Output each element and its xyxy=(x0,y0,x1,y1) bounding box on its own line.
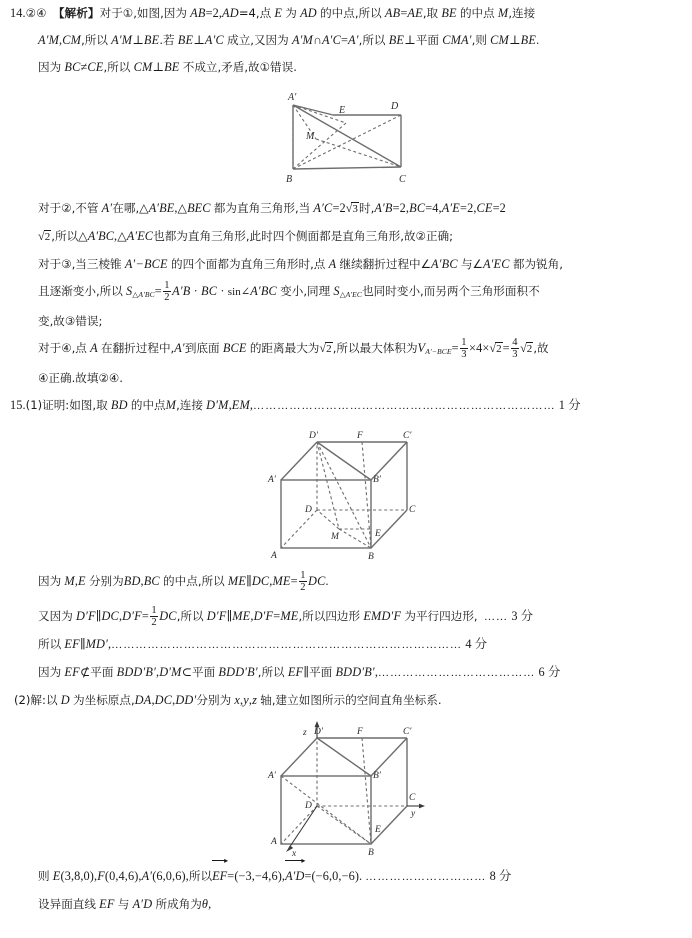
p14-l2-a: ,所以 xyxy=(81,33,108,47)
p15-l5-par: ∥ xyxy=(303,665,310,680)
p14-S1: S xyxy=(126,284,133,298)
p15-l5-f: , xyxy=(374,665,379,680)
p14-p2-eq: =2 xyxy=(332,201,346,215)
fig3-label-y: y xyxy=(410,809,415,820)
p14-perp3: ⊥ xyxy=(404,33,416,47)
p14-l2-g: . xyxy=(536,33,540,47)
p15-l5-dm: D′M xyxy=(159,665,182,680)
p15-l6-dc: DC xyxy=(154,693,173,708)
p15-l3-dc2: DC xyxy=(159,609,177,624)
fig2-label-B-prime: B′ xyxy=(372,475,381,486)
problem-15-number: 15. xyxy=(10,398,26,413)
p14-sqrt2-a: √2 xyxy=(38,229,51,243)
p14-l2-b: .若 xyxy=(159,33,175,47)
p15-l5-ef2: EF xyxy=(287,665,304,680)
p15-l2-m: M xyxy=(64,574,75,589)
p14-perp5: ⊥ xyxy=(152,60,165,74)
p14-p2-bc: BC xyxy=(409,201,426,215)
p14-ad: AD xyxy=(222,6,239,20)
p15-l5-a: 因为 xyxy=(38,665,62,680)
p14-l1-e2: 的中点 xyxy=(459,6,495,20)
p15-l5-score: 6 分 xyxy=(538,665,561,680)
p15-em: EM xyxy=(231,398,250,413)
p15-l6-c1: , xyxy=(151,693,155,708)
p14-S2-sub: △A′EC xyxy=(339,290,363,300)
p14-perp2: ⊥ xyxy=(193,33,205,47)
p14-p3-A: A xyxy=(328,257,337,271)
p14-p3-abc2: A′BC xyxy=(250,284,277,298)
p15-l5-dots: ………………………………… xyxy=(378,667,536,680)
p14-be5: BE xyxy=(520,33,537,47)
p14-dot2: · xyxy=(220,284,225,298)
p14-p3-h: 也同时变小,而另两个三角形面积不 xyxy=(362,284,540,298)
p15-l8-c: 所成角为 xyxy=(155,897,202,912)
p14-p3-abce: A′−BCE xyxy=(124,257,168,271)
fig3-label-C: C xyxy=(408,793,415,804)
p14-eq4: = xyxy=(340,33,349,47)
p14-ne: ≠ xyxy=(80,60,88,74)
fig3-label-C-prime: C′ xyxy=(402,727,411,738)
p15-l8-a: 设异面直线 xyxy=(38,897,96,912)
fig3-label-D-prime: D′ xyxy=(313,727,323,738)
p14-sqrt2-d: √2 xyxy=(520,341,533,356)
p15-l2-d: . xyxy=(325,574,329,589)
p15-l7-b: 所以 xyxy=(188,869,213,884)
p15-l6-c2: , xyxy=(172,693,176,708)
p15-l4-md: MD′ xyxy=(85,637,109,652)
problem-14-para-3-line-3 xyxy=(0,308,692,335)
p14-p3-g: 变小,同理 xyxy=(280,284,331,298)
p15-l5-c: 平面 xyxy=(192,665,216,680)
problem-14-line-2 xyxy=(0,27,692,54)
problem-14-para-4-line-1 xyxy=(0,335,692,365)
p15-l2-b: 分别为 xyxy=(88,574,124,589)
p15-l7-EFv: =(−3,−4,6), xyxy=(227,869,286,884)
p15-l6-dd: DD′ xyxy=(175,693,197,708)
p15-l6-d2: 轴,建立如图所示的空间直角坐标系. xyxy=(260,693,442,708)
p14-l1-d: ,取 xyxy=(422,6,439,20)
p15-l8-d: , xyxy=(208,897,212,912)
p15-l7-ADv: =(−6,0,−6). xyxy=(304,869,363,884)
figure-1-folded-quadrilateral xyxy=(271,87,421,187)
p15-l2-c1: , xyxy=(140,574,144,589)
p15-l5-e: 平面 xyxy=(309,665,333,680)
p14-p2-b: 在哪, xyxy=(112,201,140,215)
p14-p3-eq: = xyxy=(154,284,162,298)
p14-l3-b: ,所以 xyxy=(103,60,131,74)
p14-p2-d: 时, xyxy=(359,201,375,215)
p14-p2-ap: A′ xyxy=(101,201,113,215)
p15-l6-c: 分别为 xyxy=(196,693,232,708)
p15-l4-ef: EF xyxy=(64,637,80,652)
p14-p3-abc: A′BC xyxy=(431,257,458,271)
p14-p2-ce: CE xyxy=(476,201,493,215)
p15-l2-me: ME xyxy=(227,574,247,589)
p15-l7-dots: ………………………… xyxy=(365,871,487,884)
p15-l7-Ev: (3,8,0), xyxy=(60,869,98,884)
problem-15-part2-line-2 xyxy=(0,855,692,891)
p14-ab: AB xyxy=(190,6,206,20)
fig2-label-A: A xyxy=(270,551,277,562)
problem-14-para-2-line-1 xyxy=(0,195,692,223)
p15-l1-score: 1 分 xyxy=(558,398,581,413)
p14-bc: BC xyxy=(64,60,81,74)
p15-frac-half-2: $\frac{1}{2}$ xyxy=(151,605,157,629)
p14-l2-f: ,则 xyxy=(471,33,487,47)
p15-l3-c: ,所以四边形 xyxy=(298,609,361,624)
problem-14-answer: ②④ xyxy=(25,6,47,20)
p14-sqrt2-c: √2 xyxy=(489,341,502,356)
p15-l2-e: E xyxy=(78,574,86,589)
p15-l5-d: ,所以 xyxy=(257,665,285,680)
problem-14-para-3-line-2 xyxy=(0,278,692,308)
p15-l3-c1: , xyxy=(118,609,123,624)
problem-14-para-3-line-1 xyxy=(0,251,692,278)
p14-eq2: =4,点 xyxy=(238,6,272,20)
p14-p4-a: 对于④,点 xyxy=(38,341,87,356)
p14-tri-2: △BEC xyxy=(177,201,211,215)
figure-1-container xyxy=(0,87,692,187)
p14-p2-c2: , xyxy=(114,229,118,243)
p14-p4-d: 的距离最大为 xyxy=(249,341,320,356)
fig2-label-D-prime: D′ xyxy=(308,431,318,442)
p15-l8-ad: A′D xyxy=(132,897,153,912)
y-axis-arrow xyxy=(419,804,425,809)
p14-p3-c: 继续翻折过程中∠ xyxy=(339,257,432,271)
p15-l8-ef: EF xyxy=(99,897,115,912)
p14-dot1: · xyxy=(193,284,198,298)
p14-p4-eq2: = xyxy=(502,341,510,356)
p14-p3-aec: A′EC xyxy=(482,257,510,271)
fig2-label-A-prime: A′ xyxy=(267,475,276,486)
p15-l1-c: ,连接 xyxy=(176,398,203,413)
p15-l3-me: ME xyxy=(232,609,251,624)
p14-m: M xyxy=(497,6,509,20)
problem-15-part1-line-4 xyxy=(0,631,692,659)
p15-l6-c3: , xyxy=(240,693,244,708)
p15-l2-eq: = xyxy=(290,574,298,589)
p15-l2-me2: ME xyxy=(272,574,291,589)
p15-l3-b: ,所以 xyxy=(176,609,204,624)
p15-l7-Ap: A′ xyxy=(141,869,153,884)
p15-l3-df4: D′F xyxy=(253,609,274,624)
p14-p4-f: ,故 xyxy=(533,341,549,356)
p15-l6-c4: , xyxy=(248,693,253,708)
p14-be4: BE xyxy=(388,33,405,47)
p15-l6-da: DA xyxy=(134,693,152,708)
p14-ce: CE xyxy=(87,60,104,74)
p14-cm3: CM xyxy=(133,60,153,74)
p14-l1-c: 的中点,所以 xyxy=(320,6,382,20)
fig2-label-M: M xyxy=(330,532,339,543)
p14-frac-half: $\frac{1}{2}$ xyxy=(164,280,170,304)
p15-l6-a: 以 xyxy=(45,693,58,708)
p15-l4-dots: …………………………………………………………………………… xyxy=(111,639,463,652)
p15-l5-bddb2: BDD′B′ xyxy=(218,665,258,680)
p15-l4-par: ∥ xyxy=(79,637,86,652)
p14-p3-e: 都为锐角, xyxy=(512,257,563,271)
p14-ap: A′ xyxy=(348,33,359,47)
p15-l4-a: 所以 xyxy=(38,637,62,652)
p15-l3-dots: …… xyxy=(483,611,509,624)
p15-l3-par2: ∥ xyxy=(226,609,233,624)
p14-S1-sub: △A′BC xyxy=(132,290,155,300)
fig3-label-A: A xyxy=(270,837,277,848)
problem-15-part2-line-1 xyxy=(0,687,692,714)
fig3-label-D: D xyxy=(304,801,312,812)
p15-l3-me2: ME xyxy=(280,609,299,624)
p15-l5-bddb: BDD′B′ xyxy=(116,665,156,680)
p14-be: BE xyxy=(441,6,457,20)
p15-l7-E: E xyxy=(52,869,61,884)
p14-p4-bce: BCE xyxy=(222,341,247,356)
p15-l2-bd: BD xyxy=(123,574,141,589)
p15-l1-c1: , xyxy=(228,398,232,413)
p15-l8-theta: θ xyxy=(201,897,209,912)
p14-p2-ae: A′E xyxy=(441,201,461,215)
p15-l3-eq2: = xyxy=(273,609,281,624)
p14-e: E xyxy=(274,6,283,20)
p14-frac-four-thirds: $\frac{4}{3}$ xyxy=(512,337,518,361)
p14-l2-c: 成立,又因为 xyxy=(227,33,289,47)
p15-l2-dc: DC xyxy=(251,574,270,589)
p15-l3-a: 又因为 xyxy=(38,609,73,624)
analysis-label: 【解析】 xyxy=(52,6,100,20)
problem-14-line-3 xyxy=(0,54,692,81)
p15-l7-score: 8 分 xyxy=(489,869,512,884)
fig3-label-E: E xyxy=(374,825,381,836)
fig3-label-F: F xyxy=(356,727,363,738)
p14-p2-c1: , xyxy=(174,201,178,215)
p15-l2-bc: BC xyxy=(143,574,160,589)
p14-am2: A′M xyxy=(111,33,133,47)
p14-l3-a: 因为 xyxy=(38,60,62,74)
fig3-label-B: B xyxy=(367,848,374,859)
problem-14-line-1 xyxy=(0,0,692,27)
p15-l7-a: 则 xyxy=(38,869,50,884)
p15-l2-c0: , xyxy=(74,574,79,589)
fig2-label-F: F xyxy=(356,431,363,442)
p14-p4-e: ,所以最大体积为 xyxy=(332,341,418,356)
p14-p2-f: 也都为直角三角形,此时四个侧面都是直角三角形,故②正确; xyxy=(153,229,454,243)
p15-l3-eq: = xyxy=(141,609,149,624)
fig3-label-B-prime: B′ xyxy=(372,771,381,782)
p14-l3-c: 不成立,矛盾,故①错误. xyxy=(182,60,297,74)
p14-ad2: AD xyxy=(300,6,317,20)
problem-14-number: 14. xyxy=(10,6,26,20)
p14-S2: S xyxy=(333,284,340,298)
p14-be6: BE xyxy=(164,60,180,74)
fig1-label-B: B xyxy=(286,174,293,185)
p15-l6-b: 为坐标原点, xyxy=(73,693,135,708)
p15-l7-Apv: (6,0,6), xyxy=(152,869,189,884)
p15-l3-df2: D′F xyxy=(122,609,142,624)
p15-l5-notin: ⊄ xyxy=(79,665,91,680)
p14-cma: CMA′ xyxy=(442,33,472,47)
p14-p4-b: 在翻折过程中, xyxy=(100,341,175,356)
fig2-label-E: E xyxy=(374,529,381,540)
p15-l4-b: , xyxy=(108,637,112,652)
p15-l5-c1: , xyxy=(156,665,160,680)
p14-sqrt2-b: √2 xyxy=(319,341,332,356)
p14-am: A′M xyxy=(38,33,60,47)
problem-15-part1-line-2 xyxy=(0,568,692,595)
p15-l6-d: D xyxy=(60,693,70,708)
p14-tri-3: △A′BC xyxy=(78,229,115,243)
p14-tri-4: △A′EC xyxy=(117,229,154,243)
p14-V-sub: A′−BCE xyxy=(425,347,452,357)
p14-l1-b: 为 xyxy=(285,6,297,20)
p14-l2-d: ,所以 xyxy=(358,33,386,47)
problem-15-part1-line-5 xyxy=(0,659,692,687)
p14-l2-e: 平面 xyxy=(415,33,440,47)
p14-cm2: CM xyxy=(490,33,509,47)
p14-ae: AE xyxy=(407,6,423,20)
p15-l2-dc2: DC xyxy=(308,574,326,589)
p14-p3-ab: A′B xyxy=(172,284,191,298)
p14-p2-eq5: =2 xyxy=(492,201,506,215)
p15-vector-EF: EF ▸ xyxy=(212,863,227,890)
p15-l5-ef: EF xyxy=(64,665,80,680)
p14-ac2: A′C xyxy=(321,33,341,47)
p14-sqrt3: √3 xyxy=(345,201,359,215)
p15-l7-F: F xyxy=(97,869,105,884)
problem-15-part2-line-3 xyxy=(0,891,692,918)
p14-c1: , xyxy=(59,33,63,47)
p14-p2-c: 都为直角三角形,当 xyxy=(213,201,311,215)
p15-l2-c2: , xyxy=(269,574,273,589)
p14-tri-1: △A′BE xyxy=(139,201,175,215)
p15-l6-x: x xyxy=(234,693,241,708)
p15-l4-score: 4 分 xyxy=(465,637,488,652)
p14-perp1: ⊥ xyxy=(132,33,144,47)
p15-l5-bddb3: BDD′B′ xyxy=(335,665,375,680)
p14-p3-a: 对于③,当三棱锥 xyxy=(38,257,122,271)
p15-l5-subset: ⊂ xyxy=(181,665,193,680)
p15-l3-score: 3 分 xyxy=(511,609,534,624)
p14-p2-eq4: =2, xyxy=(460,201,477,215)
p15-l3-df: D′F xyxy=(75,609,96,624)
p15-l1-dots: ………………………………………………………………… xyxy=(253,400,556,413)
p14-p3-d: 与∠ xyxy=(460,257,483,271)
p14-p3-b: 的四个面都为直角三角形时,点 xyxy=(170,257,326,271)
p15-l3-c2: , xyxy=(250,609,254,624)
p14-p3-f: 且逐渐变小,所以 xyxy=(38,284,123,298)
fig2-label-C-prime: C′ xyxy=(402,431,411,442)
fig3-label-x: x xyxy=(291,849,296,860)
p15-part2-label: (2)解: xyxy=(14,693,46,708)
fig1-label-D: D xyxy=(391,101,399,112)
p14-p2-eq3: =4, xyxy=(425,201,442,215)
p14-p4-eq: = xyxy=(451,341,459,356)
problem-15-part1-line-1 xyxy=(0,392,692,420)
p15-l2-a: 因为 xyxy=(38,574,62,589)
p14-p4-ap: A′ xyxy=(174,341,185,356)
p14-p2-a: 对于②,不管 xyxy=(38,201,99,215)
p14-frac-third: $\frac{1}{3}$ xyxy=(461,337,467,361)
p14-am3: A′M xyxy=(291,33,313,47)
p15-dm: D′M xyxy=(206,398,229,413)
p14-be2: BE xyxy=(143,33,160,47)
figure-3-cube-with-axes xyxy=(259,716,434,861)
problem-14-para-2-line-2 xyxy=(0,223,692,251)
p14-p2-ab: A′B xyxy=(374,201,393,215)
figure-3-container xyxy=(0,716,692,861)
p15-l3-par: ∥ xyxy=(95,609,102,624)
p15-l3-emdf: EMD′F xyxy=(363,609,402,624)
fig2-label-B: B xyxy=(367,552,374,563)
p14-l1-text-a: 对于①,如图,因为 xyxy=(99,6,187,20)
problem-15-part1-line-3 xyxy=(0,603,692,631)
p15-l8-b: 与 xyxy=(117,897,130,912)
p15-part1-label: (1)证明: xyxy=(25,398,70,413)
p14-be3: BE xyxy=(177,33,194,47)
p14-times: ×4× xyxy=(469,341,490,356)
fig1-label-M: M xyxy=(306,131,315,142)
fig3-label-z: z xyxy=(302,728,307,739)
p14-ab2: AB xyxy=(384,6,401,20)
p14-eq1: =2, xyxy=(205,6,223,20)
p15-l6-y: y xyxy=(243,693,249,708)
p14-p3-bc: BC xyxy=(201,284,218,298)
p15-l7-Fv: (0,4,6), xyxy=(104,869,142,884)
p14-p2-ac: A′C xyxy=(313,201,333,215)
p15-l1-b: 的中点 xyxy=(130,398,166,413)
fig1-label-C: C xyxy=(399,174,406,185)
p14-p4-g: ④正确.故填②④. xyxy=(38,371,123,386)
p14-V: V xyxy=(417,341,426,356)
p14-p2-eq2: =2, xyxy=(392,201,410,215)
p15-l3-dc: DC xyxy=(101,609,119,624)
p14-cap: ∩ xyxy=(312,33,322,47)
fig2-label-D: D xyxy=(304,505,312,516)
p15-l1-d: , xyxy=(249,398,254,413)
p15-bd: BD xyxy=(110,398,128,413)
p14-p3-i: 变,故③错误; xyxy=(38,314,103,329)
p15-l6-z: z xyxy=(252,693,258,708)
p14-ac: A′C xyxy=(204,33,224,47)
p14-perp4: ⊥ xyxy=(508,33,521,47)
p14-sin: sin∠ xyxy=(227,286,251,298)
p14-l1-f: ,连接 xyxy=(508,6,536,20)
fig1-label-A-prime: A′ xyxy=(288,92,297,103)
p15-vector-AD: A′D ▸ xyxy=(285,863,304,890)
problem-14-para-4-line-2 xyxy=(0,365,692,392)
p15-l1-a: 如图,取 xyxy=(69,398,108,413)
p15-m: M xyxy=(165,398,177,413)
fig3-label-A-prime: A′ xyxy=(267,771,276,782)
p15-l3-d: 为平行四边形, xyxy=(404,609,478,624)
fig1-label-E: E xyxy=(339,105,346,116)
p14-p4-c: 到底面 xyxy=(184,341,220,356)
p15-l2-c: 的中点,所以 xyxy=(163,574,225,589)
p14-cm: CM xyxy=(62,33,82,47)
p15-frac-half-1: $\frac{1}{2}$ xyxy=(300,570,306,594)
p14-eq3: = xyxy=(400,6,408,20)
figure-2-container xyxy=(0,424,692,564)
p15-l2-par: ∥ xyxy=(246,574,252,589)
fig2-label-C: C xyxy=(408,505,415,516)
p14-p2-e: ,所以 xyxy=(51,229,79,243)
p15-l5-b: 平面 xyxy=(90,665,114,680)
p14-p4-A: A xyxy=(90,341,98,356)
p15-l3-df3: D′F xyxy=(206,609,227,624)
figure-2-cube xyxy=(259,424,434,564)
